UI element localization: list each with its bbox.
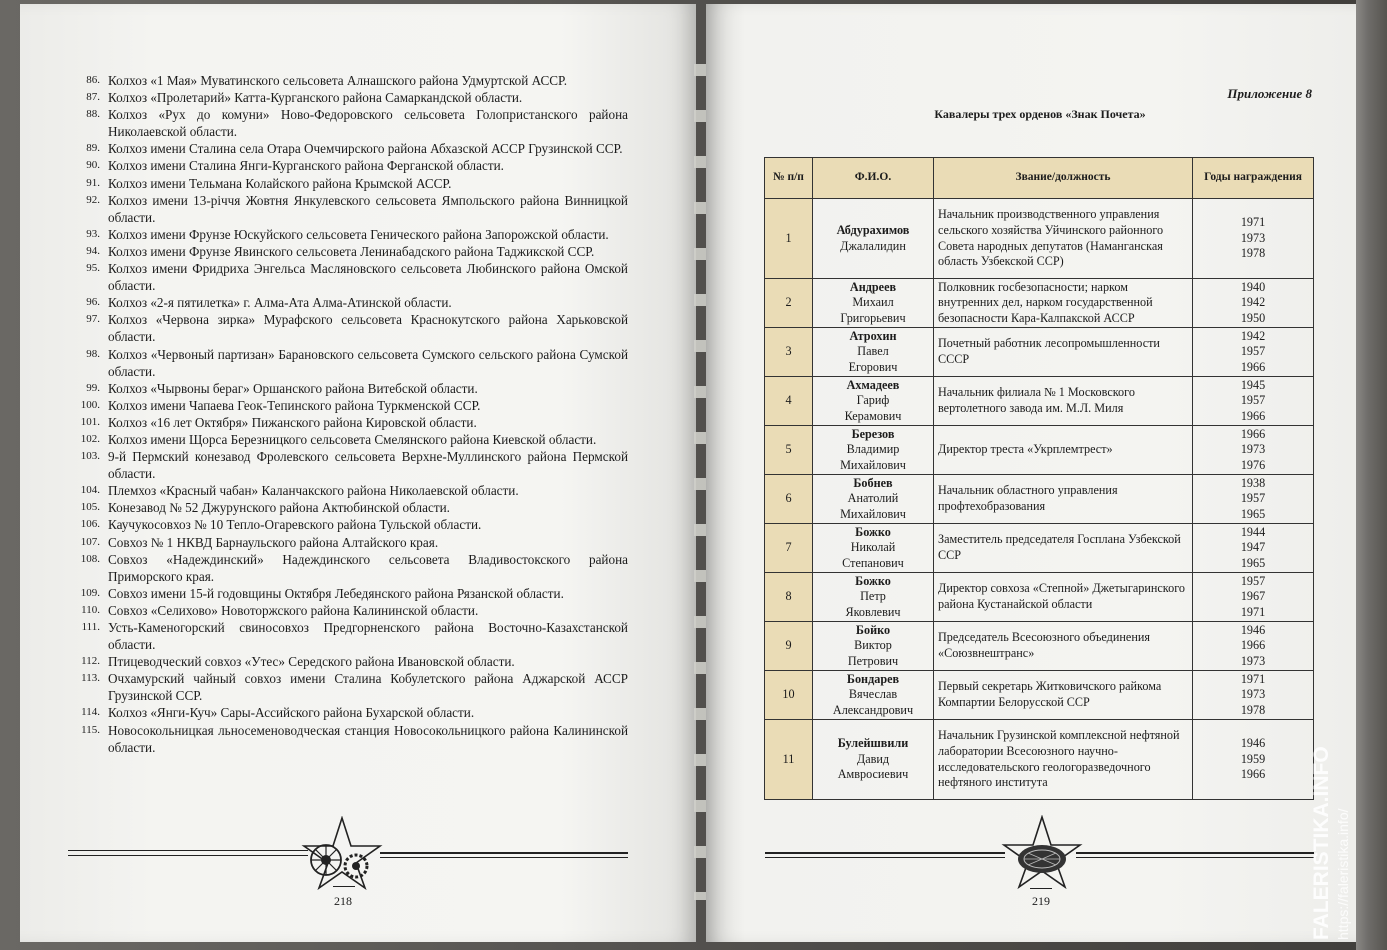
list-item-text: Колхоз «Янги-Куч» Сары-Ассийского района Бухарской области. — [108, 705, 475, 721]
list-item — [60, 619, 628, 653]
page-number-right: 219 — [1032, 894, 1050, 908]
list-item-number: 92. — [86, 193, 100, 206]
list-item-text: Совхоз № 1 НКВД Барнаульского района Алтайского края. — [108, 534, 439, 550]
table-row — [765, 524, 1314, 573]
award-year: 1957 — [1240, 491, 1266, 506]
row-years — [1193, 475, 1314, 524]
name-last: Березов — [851, 426, 895, 441]
list-item-text: Совхоз «Надеждинский» Надеждинского сельсовета Владивостокского района Приморского края. — [108, 551, 628, 584]
footer-rule-r-right — [1076, 852, 1314, 854]
table-row — [765, 622, 1314, 671]
row-years — [1193, 573, 1314, 622]
table-row — [765, 475, 1314, 524]
list-item — [60, 585, 628, 602]
page-number-rule-right — [1030, 888, 1052, 889]
row-years — [1193, 199, 1314, 279]
watermark-url: https://faleristika.info/ — [1335, 808, 1351, 940]
name-first: Павел — [857, 344, 889, 359]
award-year: 1942 — [1240, 328, 1266, 343]
list-item-number: 110. — [81, 603, 100, 616]
row-years — [1193, 279, 1314, 328]
list-item-number: 112. — [81, 655, 100, 668]
list-item-number: 107. — [80, 535, 100, 548]
award-year: 1973 — [1240, 442, 1266, 457]
list-item-number: 114. — [81, 706, 100, 719]
list-item — [60, 431, 628, 448]
name-last: Атрохин — [849, 328, 897, 343]
row-full-name — [813, 199, 934, 279]
list-item-text: Колхоз имени Фрунзе Юскуйского сельсовета Генического района Запорожской области. — [108, 226, 609, 242]
list-item — [60, 516, 628, 533]
header-years: Годы награждения — [1193, 158, 1314, 199]
list-item-number: 93. — [86, 227, 100, 240]
list-item-text: Колхоз «Рух до комуни» Ново-Федоровского сельсовета Голопристанского района Николаевской области. — [108, 107, 628, 140]
list-item-number: 94. — [86, 244, 100, 257]
table-row — [765, 199, 1314, 279]
row-number: 4 — [765, 377, 813, 426]
row-number: 11 — [765, 720, 813, 800]
award-year: 1966 — [1240, 767, 1266, 782]
name-last: Булейшвили — [837, 736, 909, 751]
row-number: 5 — [765, 426, 813, 475]
row-years — [1193, 622, 1314, 671]
award-year: 1947 — [1240, 540, 1266, 555]
list-item-text: Новосокольницкая льносеменоводческая станция Новосокольницкого района Калининской области. — [108, 722, 628, 755]
list-item-number: 106. — [80, 518, 100, 531]
list-item-text: Колхоз имени Фридриха Энгельса Масляновского сельсовета Любинского района Омской области. — [108, 261, 628, 294]
list-item-text: Очхамурский чайный совхоз имени Сталина Кобулетского района Аджарской АССР Грузинской ССР. — [108, 671, 628, 704]
row-years — [1193, 426, 1314, 475]
list-item — [60, 414, 628, 431]
footer-rule-right — [380, 852, 628, 854]
row-years — [1193, 328, 1314, 377]
list-item — [60, 653, 628, 670]
name-last: Божко — [855, 573, 891, 588]
row-position: Полковник госбезопасности; нарком внутренних дел, нарком государственной безопасности Кара-Калпакской АССР — [934, 279, 1193, 328]
list-item-number: 98. — [86, 347, 100, 360]
row-full-name — [813, 328, 934, 377]
list-item-text: Колхоз имени Щорса Березницкого сельсовета Смелянского района Киевской области. — [108, 431, 597, 447]
list-item-number: 86. — [86, 74, 100, 86]
list-item-number: 105. — [80, 501, 100, 514]
row-number: 6 — [765, 475, 813, 524]
table-row — [765, 426, 1314, 475]
list-item-text: Совхоз имени 15-й годовщины Октября Лебедянского района Рязанской области. — [108, 585, 564, 601]
name-last: Бондарев — [846, 671, 900, 686]
award-year: 1946 — [1240, 736, 1266, 751]
row-full-name — [813, 622, 934, 671]
row-position: Директор треста «Укрплемтрест» — [934, 426, 1193, 475]
list-item-number: 96. — [86, 296, 100, 309]
list-item-text: Колхоз имени Сталина Янги-Курганского района Ферганской области. — [108, 158, 504, 174]
list-item — [60, 157, 628, 174]
list-item-number: 108. — [80, 552, 100, 565]
list-item-text: Колхоз имени Тельмана Колайского района Крымской АССР. — [108, 175, 452, 191]
footer-rule-left-2 — [68, 855, 308, 856]
list-item — [60, 226, 628, 243]
name-patronymic: Степанович — [842, 555, 904, 570]
award-year: 1966 — [1240, 426, 1266, 441]
name-patronymic: Яковлевич — [845, 604, 901, 619]
award-year: 1957 — [1240, 344, 1266, 359]
faleristika-watermark — [1300, 735, 1360, 945]
name-first: Давид — [856, 751, 890, 766]
award-year: 1938 — [1240, 475, 1266, 490]
list-item-text: Колхоз «2-я пятилетка» г. Алма-Ата Алма-Атинской области. — [108, 295, 452, 311]
row-full-name — [813, 671, 934, 720]
list-item-text: Колхоз «Червона зирка» Мурафского сельсовета Краснокутского района Харьковской области. — [108, 312, 628, 345]
award-year: 1940 — [1240, 279, 1266, 294]
page-number-left: 218 — [334, 894, 352, 908]
book-cover-edge — [1356, 0, 1387, 950]
name-patronymic: Григорьевич — [840, 310, 906, 325]
list-item-text: Колхоз «Пролетарий» Катта-Курганского района Самаркандской области. — [108, 90, 523, 106]
name-first: Гариф — [856, 393, 890, 408]
award-year: 1978 — [1240, 246, 1266, 261]
name-patronymic: Михайлович — [840, 457, 906, 472]
header-fio: Ф.И.О. — [813, 158, 934, 199]
page-number-rule-left — [333, 886, 355, 887]
award-year: 1973 — [1240, 653, 1266, 668]
row-position: Заместитель председателя Госплана Узбекской ССР — [934, 524, 1193, 573]
name-first: Виктор — [854, 638, 892, 653]
award-year: 1971 — [1240, 604, 1266, 619]
name-patronymic: Александрович — [832, 702, 914, 717]
row-position: Начальник Грузинской комплексной нефтяной лаборатории Всесоюзного научно-исследовательского геологоразведочного нефтяного института — [934, 720, 1193, 800]
award-year: 1965 — [1240, 506, 1266, 521]
footer-rule-left — [68, 850, 308, 851]
row-number: 2 — [765, 279, 813, 328]
award-year: 1965 — [1240, 555, 1266, 570]
list-item-number: 91. — [86, 176, 100, 189]
table-row — [765, 671, 1314, 720]
list-item-text: Колхоз «Червоный партизан» Барановского сельсовета Сумского сельского района Сумской области. — [108, 346, 628, 379]
list-item-text: Колхоз «16 лет Октября» Пижанского района Кировской области. — [108, 414, 477, 430]
name-last: Бойко — [855, 622, 891, 637]
list-item-text: Колхоз имени 13-річчя Жовтня Янкулевского сельсовета Ямпольского района Винницкой области. — [108, 192, 628, 225]
table-row — [765, 377, 1314, 426]
list-item-text: 9-й Пермский конезавод Фролевского сельсовета Верхне-Муллинского района Пермской области. — [108, 449, 628, 482]
list-item-text: Колхоз имени Сталина села Отара Очемчирского района Абхазской АССР Грузинской ССР. — [108, 141, 623, 157]
row-number: 9 — [765, 622, 813, 671]
award-year: 1973 — [1240, 230, 1266, 245]
name-patronymic: Керамович — [844, 408, 902, 423]
list-item — [60, 602, 628, 619]
list-item-number: 97. — [86, 313, 100, 326]
name-patronymic: Амвросиевич — [837, 767, 909, 782]
name-first: Петр — [860, 589, 886, 604]
row-position: Почетный работник лесопромышленности СССР — [934, 328, 1193, 377]
name-patronymic: Петрович — [847, 653, 899, 668]
row-number: 7 — [765, 524, 813, 573]
list-item-number: 90. — [86, 159, 100, 172]
row-position: Директор совхоза «Степной» Джетыгаринского района Кустанайской области — [934, 573, 1193, 622]
row-position: Начальник филиала № 1 Московского вертолетного завода им. М.Л. Миля — [934, 377, 1193, 426]
list-item — [60, 311, 628, 345]
list-item — [60, 192, 628, 226]
list-item-number: 102. — [80, 432, 100, 445]
list-item-text: Колхоз «1 Мая» Муватинского сельсовета Алнашского района Удмуртской АССР. — [108, 73, 568, 88]
list-item — [60, 89, 628, 106]
row-full-name — [813, 524, 934, 573]
header-position: Звание/должность — [934, 158, 1193, 199]
award-year: 1967 — [1240, 589, 1266, 604]
list-item — [60, 499, 628, 516]
list-item-text: Каучукосовхоз № 10 Тепло-Огаревского района Тульской области. — [108, 517, 482, 533]
list-item-number: 104. — [80, 484, 100, 497]
name-first: Вячеслав — [848, 687, 898, 702]
table-row — [765, 720, 1314, 800]
list-item — [60, 670, 628, 704]
name-first: Николай — [850, 540, 896, 555]
list-item-text: Колхоз имени Чапаева Геок-Тепинского района Туркменской ССР. — [108, 397, 481, 413]
name-first: Анатолий — [847, 491, 899, 506]
list-item — [60, 534, 628, 551]
award-year: 1971 — [1240, 671, 1266, 686]
row-full-name — [813, 475, 934, 524]
footer-rule-r-left — [765, 852, 1005, 854]
list-item — [60, 397, 628, 414]
name-first: Михаил — [852, 295, 894, 310]
award-year: 1950 — [1240, 310, 1266, 325]
name-last: Ахмадеев — [846, 377, 900, 392]
row-position: Начальник производственного управления сельского хозяйства Уйчинского районного Совета народных депутатов (Наманганская область Узбекской ССР) — [934, 199, 1193, 279]
row-full-name — [813, 279, 934, 328]
row-number: 8 — [765, 573, 813, 622]
row-number: 3 — [765, 328, 813, 377]
list-item-number: 89. — [86, 142, 100, 155]
list-item — [60, 722, 628, 756]
list-item-number: 103. — [80, 450, 100, 463]
table-header-row — [765, 158, 1314, 199]
watermark-brand: FALERISTIKA.INFO — [1310, 746, 1333, 940]
list-item — [60, 294, 628, 311]
list-item-number: 100. — [80, 398, 100, 411]
name-last: Бобнев — [853, 475, 893, 490]
list-item-text: Племхоз «Красный чабан» Каланчакского района Николаевской области. — [108, 483, 519, 499]
award-year: 1945 — [1240, 377, 1266, 392]
list-item-number: 95. — [86, 262, 100, 275]
award-year: 1944 — [1240, 524, 1266, 539]
list-item-number: 101. — [80, 415, 100, 428]
award-year: 1978 — [1240, 702, 1266, 717]
row-full-name — [813, 377, 934, 426]
name-last: Андреев — [849, 279, 897, 294]
name-first: Владимир — [846, 442, 900, 457]
name-last: Божко — [855, 524, 891, 539]
footer-rule-r-right-2 — [1076, 857, 1314, 858]
row-number: 1 — [765, 199, 813, 279]
award-year: 1942 — [1240, 295, 1266, 310]
award-year: 1959 — [1240, 751, 1266, 766]
list-item-number: 111. — [81, 621, 100, 633]
row-years — [1193, 377, 1314, 426]
name-patronymic: Егорович — [848, 359, 898, 374]
appendix-label: Приложение 8 — [1227, 86, 1312, 101]
list-item — [60, 482, 628, 499]
footer-rule-right-2 — [380, 857, 628, 858]
award-year: 1966 — [1240, 408, 1266, 423]
award-year: 1966 — [1240, 638, 1266, 653]
list-item-number: 109. — [80, 586, 100, 599]
list-item-number: 87. — [86, 91, 100, 104]
organization-list — [60, 72, 628, 756]
award-year: 1957 — [1240, 573, 1266, 588]
award-year: 1957 — [1240, 393, 1266, 408]
list-item — [60, 140, 628, 157]
name-patronymic: Михайлович — [840, 506, 906, 521]
award-year: 1973 — [1240, 687, 1266, 702]
row-full-name — [813, 573, 934, 622]
list-item-text: Усть-Каменогорский свиносовхоз Предгорненского района Восточно-Казахстанской области. — [108, 620, 628, 653]
list-item — [60, 106, 628, 140]
row-years — [1193, 671, 1314, 720]
row-full-name — [813, 426, 934, 475]
row-position: Начальник областного управления профтехобразования — [934, 475, 1193, 524]
list-item — [60, 243, 628, 260]
table-row — [765, 573, 1314, 622]
row-number: 10 — [765, 671, 813, 720]
list-item-number: 88. — [86, 108, 100, 121]
list-item — [60, 346, 628, 380]
list-item — [60, 551, 628, 585]
list-item-text: Колхоз имени Фрунзе Явинского сельсовета Ленинабадского района Таджикской ССР. — [108, 243, 595, 259]
list-item-text: Конезавод № 52 Джурунского района Актюбинской области. — [108, 500, 450, 516]
list-item — [60, 448, 628, 482]
name-first: Джалалидин — [840, 238, 906, 253]
list-item — [60, 260, 628, 294]
name-last: Абдурахимов — [836, 222, 910, 237]
row-full-name — [813, 720, 934, 800]
row-years — [1193, 524, 1314, 573]
list-item-number: 115. — [81, 723, 100, 736]
list-item-text: Колхоз «Чырвоны бераг» Оршанского района Витебской области. — [108, 380, 478, 396]
list-item — [60, 380, 628, 397]
page-title: Кавалеры трех орденов «Знак Почета» — [934, 107, 1146, 121]
list-item-text: Птицеводческий совхоз «Утес» Середского района Ивановской области. — [108, 654, 515, 670]
list-item-number: 113. — [81, 672, 100, 685]
list-item-text: Совхоз «Селихово» Новоторжского района Калининской области. — [108, 602, 479, 618]
award-year: 1966 — [1240, 359, 1266, 374]
award-year: 1976 — [1240, 457, 1266, 472]
list-item — [60, 175, 628, 192]
header-num: № п/п — [765, 158, 813, 199]
table-row — [765, 328, 1314, 377]
row-years — [1193, 720, 1314, 800]
award-year: 1946 — [1240, 622, 1266, 637]
order-emblem-icon — [300, 816, 384, 890]
row-position: Председатель Всесоюзного объединения «Союзвнештранс» — [934, 622, 1193, 671]
list-item-number: 99. — [86, 381, 100, 394]
list-item — [60, 704, 628, 721]
footer-rule-r-left-2 — [765, 857, 1005, 858]
awards-table — [764, 157, 1314, 800]
table-row — [765, 279, 1314, 328]
badge-of-honor-icon — [1000, 815, 1084, 891]
row-position: Первый секретарь Житковичского райкома Компартии Белорусской ССР — [934, 671, 1193, 720]
list-item — [60, 72, 628, 89]
award-year: 1971 — [1240, 215, 1266, 230]
